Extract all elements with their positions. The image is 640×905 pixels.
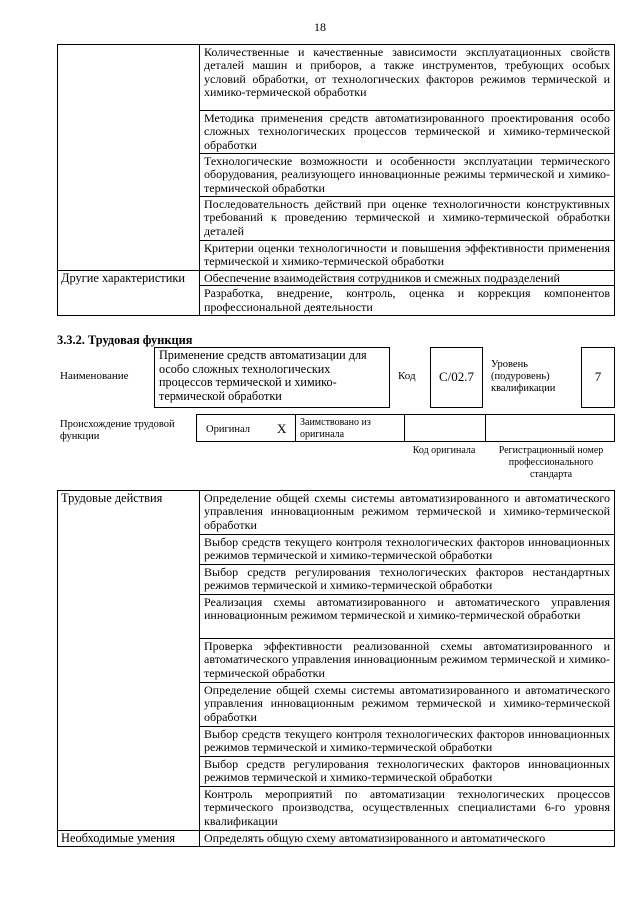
code-label: Код [398,370,416,382]
skills-label: Необходимые умения [58,831,200,847]
other-characteristics-label: Другие характеристики [58,271,200,316]
labor-action-item: Контроль мероприятий по автоматизации технологических процессов термического производства, осуществленных специалистами 6-го уровня квалификации [200,787,615,831]
labor-action-item: Выбор средств регулирования технологических факторов нестандартных режимов термической и химико-термической обработки [200,565,615,595]
code-value: C/02.7 [438,369,475,384]
section-heading: 3.3.2. Трудовая функция [57,333,193,347]
labor-action-item: Выбор средств текущего контроля технологических факторов инновационных режимов термической и химико-термической обработки [200,727,615,757]
labor-action-item: Выбор средств регулирования технологических факторов инновационных режимов термической и химико-термической обработки [200,757,615,787]
table-row [58,491,615,535]
knowledge-item: Количественные и качественные зависимости эксплуатационных свойств деталей машин и приборов, а также инструментов, требующих особых условий обработки, от технологических факторов режимов термической и химико-термической обработки [200,45,615,111]
function-name: Применение средств автоматизации для особо сложных технологических процессов термической и химико-термической обработки [159,348,367,403]
level-value-box [581,347,615,408]
table-row [58,831,615,847]
original-box [196,414,296,442]
reg-number-label: Регистрационный номер профессионального стандарта [498,445,604,480]
level-label: Уровень (подуровень) квалификации [491,359,556,394]
labor-actions-table [57,490,615,847]
labor-action-item: Реализация схемы автоматизированного и автоматического управления инновационным режимом термической и химико-термической обработки [200,595,615,639]
knowledge-item: Методика применения средств автоматизированного проектирования особо сложных технологических процессов термической и химико-термической обработки [200,111,615,154]
code-original-label: Код оригинала [412,445,476,456]
original-label: Оригинал [206,424,250,435]
origin-label: Происхождение трудовой функции [60,419,175,442]
labor-action-item: Определение общей схемы системы автоматизированного и автоматического управления инновационным режимом термической и химико-термической обработки [200,683,615,727]
name-label: Наименование [60,370,129,382]
labor-action-item: Выбор средств текущего контроля технологических факторов инновационных режимов термической и химико-термической обработки [200,535,615,565]
label-cell-empty [58,45,200,271]
labor-action-item: Определение общей схемы системы автоматизированного и автоматического управления инновационным режимом термической и химико-термической обработки [200,491,615,535]
name-value-box [154,347,390,408]
skill-item: Определять общую схему автоматизированного и автоматического [200,831,615,847]
level-value: 7 [594,369,602,384]
borrowed-box [295,414,405,442]
reg-number-box [485,414,615,442]
labor-action-item: Проверка эффективности реализованной схемы автоматизированного и автоматического управления инновационным режимом термической и химико-термической обработки [200,639,615,683]
other-characteristics-item: Разработка, внедрение, контроль, оценка и коррекция компонентов профессиональной деятельности [200,286,615,316]
borrowed-label: Заимствовано из оригинала [300,417,371,440]
table-row [58,45,615,111]
knowledge-item: Технологические возможности и особенности эксплуатации термического оборудования, реализующего инновационные режимы термической и химико-термической обработки [200,154,615,197]
original-mark: X [277,421,287,436]
knowledge-item: Критерии оценки технологичности и повышения эффективности применения термической и химико-термической обработки [200,241,615,271]
page-number: 18 [314,20,326,34]
other-characteristics-item: Обеспечение взаимодействия сотрудников и смежных подразделений [200,271,615,286]
code-original-box [404,414,486,442]
labor-actions-label: Трудовые действия [58,491,200,831]
code-value-box [430,347,483,408]
knowledge-table [57,44,615,316]
knowledge-item: Последовательность действий при оценке технологичности конструктивных требований к проведению термической и химико-термической обработки деталей [200,197,615,241]
table-row [58,271,615,286]
